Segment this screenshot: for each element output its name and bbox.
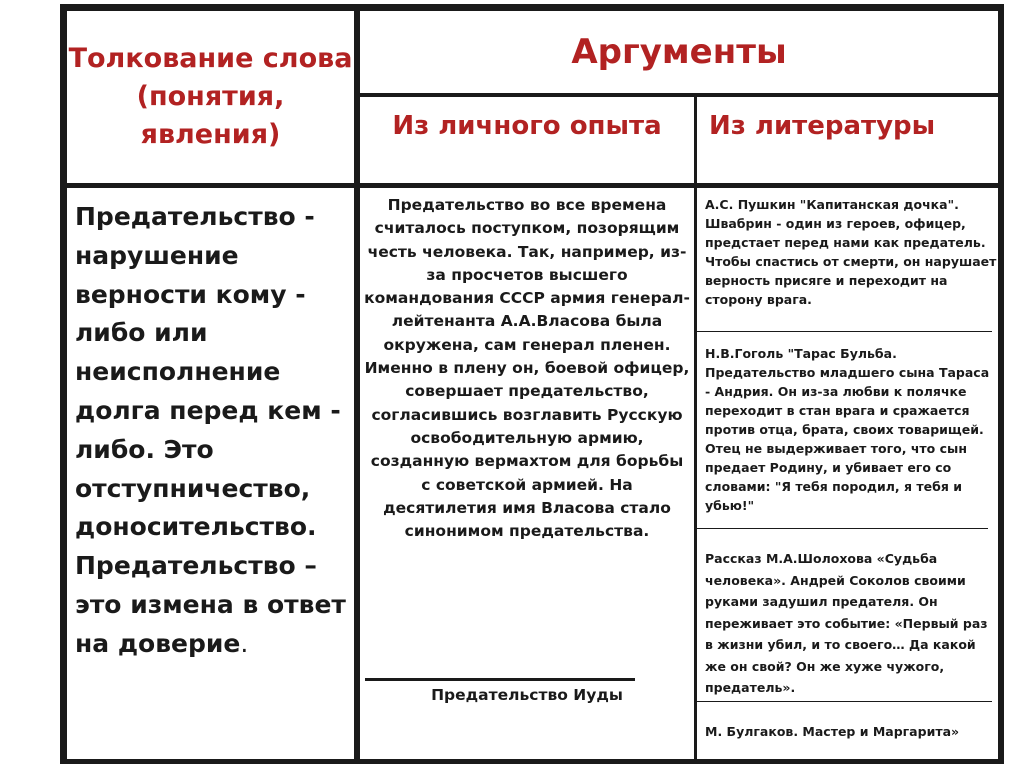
literature-sholokhov: Рассказ М.А.Шолохова «Судьба человека». Андрей Соколов своими руками задушил предателя. Он переживает это событие: «Первый раз в жизни убил, и то своего… Да какой же он свой? Он же хуже чужого, предатель». <box>705 551 988 695</box>
literature-divider <box>697 528 988 529</box>
personal-divider <box>365 678 635 681</box>
argument-table <box>60 4 1004 764</box>
literature-pushkin: А.С. Пушкин "Капитанская дочка". Швабрин - один из героев, офицер, предстает перед нами как предатель. Чтобы спастись от смерти, он нарушает верность присяге и переходит на сторону врага. <box>705 197 997 307</box>
header-arguments: Аргументы <box>360 11 998 93</box>
definition-text: Предательство - нарушение верности кому - либо или неисполнение долга перед кем - либо. Это отступничество, доносительство. Предательство – это измена в ответ на доверие <box>75 202 346 658</box>
personal-experience-text: Предательство во все времена считалось поступком, позорящим честь человека. Так, например, из-за просчетов высшего командования СССР армия генерал-лейтенанта А.А.Власова была окружена, сам генерал пленен. Именно в плену он, боевой офицер, совершает предательство, согласившись возглавить Русскую освободительную армию, созданную вермахтом для борьбы с советской армией. На десятилетия имя Власова стало синонимом предательства. <box>364 196 690 541</box>
personal-experience-cell <box>360 188 694 759</box>
definition-period: . <box>240 628 249 658</box>
header-definition: Толкование слова (понятия, явления) <box>67 11 354 183</box>
definition-cell <box>67 188 354 759</box>
header-personal-experience: Из личного опыта <box>360 97 694 183</box>
personal-final-example: Предательство Иуды <box>431 686 623 704</box>
literature-divider <box>697 701 992 702</box>
literature-bulgakov: М. Булгаков. Мастер и Маргарита» <box>705 724 960 739</box>
literature-divider <box>697 331 992 332</box>
literature-cell <box>697 188 998 759</box>
literature-gogol: Н.В.Гоголь "Тарас Бульба. Предательство младшего сына Тараса - Андрия. Он из-за любви к полячке переходит в стан врага и сражается против отца, брата, своих товарищей. Отец не выдерживает того, что сын предает Родину, и убивает его со словами: "Я тебя породил, я тебя и убью!" <box>705 346 990 513</box>
header-literature: Из литературы <box>697 97 998 183</box>
